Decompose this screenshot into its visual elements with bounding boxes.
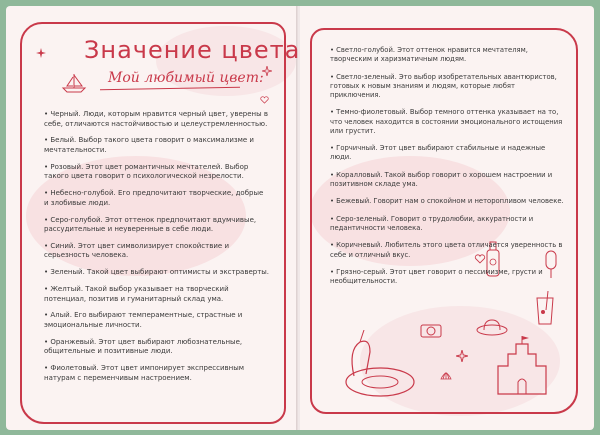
star-icon xyxy=(36,48,46,58)
color-meaning-item: • Бежевый. Говорит нам о спокойном и неторопливом человеке. xyxy=(330,197,564,206)
shell-icon xyxy=(440,370,452,380)
color-meaning-item: • Синий. Этот цвет символизирует спокойствие и серьезность человека. xyxy=(44,241,229,260)
color-meaning-item: • Алый. Его выбирают темпераментные, страстные и эмоциональные личности. xyxy=(44,311,243,329)
color-meaning-item: • Горчичный. Этот цвет выбирают стабильные и надежные люди. xyxy=(330,144,546,162)
color-meaning-item: • Желтый. Такой выбор указывает на творческий потенциал, позитив и гуманитарный склад ума. xyxy=(44,285,229,303)
hat-icon xyxy=(476,318,508,336)
color-meaning-item: • Светло-голубой. Этот оттенок нравится мечтателям, творческим и харизматичным людям. xyxy=(330,46,528,64)
camera-icon xyxy=(420,322,442,338)
color-meaning-item: • Темно-фиолетовый. Выбор темного оттенка указывает на то, что человек находится в состоянии эмоционального истощения или грустит. xyxy=(330,108,563,135)
color-meaning-item: • Серо-зеленый. Говорит о трудолюбии, аккуратности и педантичности человека. xyxy=(330,214,534,232)
color-meaning-item: • Серо-голубой. Этот оттенок предпочитают вдумчивые, рассудительные и неуверенные в себе люди. xyxy=(44,215,257,234)
heart-icon xyxy=(260,96,269,104)
drink-glass-icon xyxy=(534,290,556,326)
color-meaning-item: • Коричневый. Любитель этого цвета отличается уверенность в себе и отличный вкус. xyxy=(330,241,563,259)
color-meaning-item: • Белый. Выбор такого цвета говорит о максимализме и мечтательности. xyxy=(44,136,254,154)
star-icon xyxy=(262,66,272,76)
color-meaning-item: • Небесно-голубой. Его предпочитают творческие, добрые и злобивые люди. xyxy=(44,189,264,207)
right-color-list xyxy=(330,46,566,295)
color-meaning-item: • Розовый. Этот цвет романтичных мечтателей. Выбор такого цвета говорит о психологической незрелости. xyxy=(44,162,249,181)
unicorn-float-icon xyxy=(340,330,420,400)
color-meaning-item: • Фиолетовый. Этот цвет импонирует экспрессивным натурам с переменчивым настроением. xyxy=(44,364,245,382)
page-title: Значение цвета xyxy=(84,36,301,64)
sailboat-icon xyxy=(60,72,88,94)
favorite-color-label: Мой любимый цвет: xyxy=(108,70,264,86)
color-meaning-item: • Черный. Люди, которым нравится черный цвет, уверены в себе, отличаются настойчивостью и целеустремленностью. xyxy=(44,110,268,128)
left-color-list xyxy=(44,110,270,391)
color-meaning-item: • Коралловый. Такой выбор говорит о хорошем настроении и позитивном складе ума. xyxy=(330,170,553,188)
color-meaning-item: • Грязно-серый. Этот цвет говорит о пессимизме, грусти и необщительности. xyxy=(330,267,543,286)
starfish-icon xyxy=(456,350,468,362)
color-meaning-item: • Оранжевый. Этот цвет выбирают любознательные, общительные и позитивные люди. xyxy=(44,337,243,356)
color-meaning-item: • Зеленый. Такой цвет выбирают оптимисты и экстраверты. xyxy=(44,268,270,277)
sandcastle-icon xyxy=(494,336,550,396)
color-meaning-item: • Светло-зеленый. Это выбор изобретательных авантюристов, готовых к новым знаниям и людям, которые любят приключения. xyxy=(330,72,557,99)
